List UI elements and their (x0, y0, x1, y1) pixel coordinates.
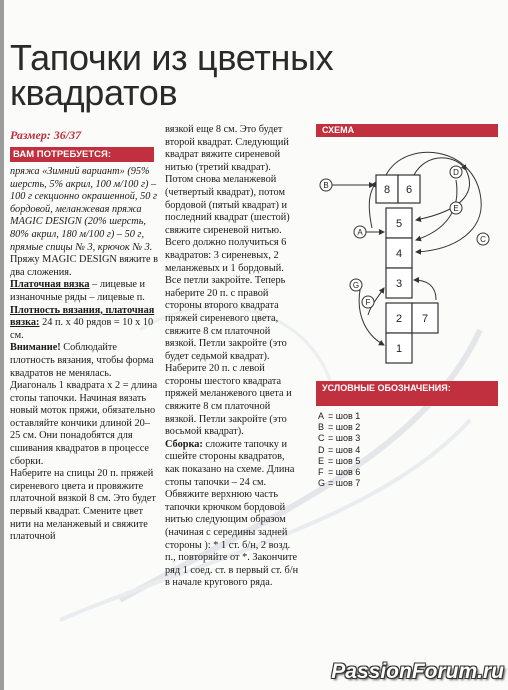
square-label-4: 4 (395, 248, 403, 260)
legend-item (318, 433, 498, 444)
density-text: 24 п. х 40 рядов = 10 х 10 см. (10, 317, 154, 341)
schema-header: СХЕМА (316, 124, 498, 137)
legend-letter: E (318, 455, 325, 466)
legend-letter: D (318, 444, 325, 455)
legend-item (318, 456, 498, 467)
text-column-1 (10, 166, 158, 544)
legend-text: = шов 5 (328, 455, 361, 466)
legend-header: УСЛОВНЫЕ ОБОЗНАЧЕНИЯ: (316, 381, 498, 406)
legend-item (318, 467, 498, 478)
legend-text: = шов 6 (328, 467, 361, 478)
density-paragraph (10, 305, 158, 343)
seam-label-g: G (352, 281, 360, 290)
legend-text: = шов 2 (328, 422, 361, 433)
density-title: Плотность вязания, платочная вязка: (10, 304, 155, 329)
text-column-2 (165, 124, 300, 590)
legend-list (318, 411, 498, 489)
square-label-1: 1 (395, 343, 403, 355)
size-label: Размер: 36/37 (10, 128, 82, 142)
page-title: Тапочки из цветных квадратов (10, 37, 334, 113)
legend-item (318, 445, 498, 456)
square-label-8: 8 (383, 184, 391, 196)
square-label-7: 7 (421, 313, 429, 325)
seam-e (450, 202, 462, 214)
seam-b (320, 179, 332, 191)
attention-paragraph (10, 342, 158, 468)
continuation-paragraph: вязкой еще 8 см. Это будет второй квадрат. Следующий квадрат вяжите сиреневой нитью (третий квадрат). Потом снова меланжевой (четвертый квадрат), потом бордовой (пятый квадрат) и последний квадрат (шестой) свяжите сиреневой нитью. Всего должно получиться 6 квадратов: 3 сиреневых, 2 меланжевых и 1 бордовый. Все петли закройте. Теперь наберите 20 п. с правой стороны второго квадрата пряжей сиреневого цвета, свяжите 8 см платочной вязкой. Петли закройте (это будет седьмой квадрат). Наберите 20 п. с левой стороны шестого квадрата пряжей меланжевого цвета и свяжите 8 см платочной вязкой. Петли закройте (это восьмой квадрат). (165, 124, 292, 438)
legend-text: = шов 7 (328, 478, 361, 489)
materials-text: пряжа «Зимний вариант» (95% шерсть, 5% акрил, 100 м/100 г) – 100 г секционно окрашенной, 50 г бордовой, меланжевая пряжа MAGIC DESIGN (20% шерсть, 80% акрил, 180 м/100 г) – 50 г, прямые спицы № 3, крючок № 3. (10, 166, 157, 253)
yarn-note: Пряжу MAGIC DESIGN вяжите в два сложения. (10, 254, 158, 278)
legend-letter: A (318, 411, 325, 421)
assembly-paragraph (165, 439, 300, 590)
seam-label-d: D (453, 168, 459, 177)
seam-c (477, 233, 489, 245)
seam-a (354, 226, 366, 238)
seam-label-f: F (365, 298, 371, 307)
seam-g (350, 279, 362, 291)
stitch-text: – лицевые и изнаночные ряды – лицевые п. (10, 279, 146, 303)
legend-text: = шов 3 (328, 433, 361, 444)
seam-label-b: B (323, 181, 329, 190)
seam-label-c: C (480, 235, 486, 244)
attention-text: Соблюдайте плотность вязания, чтобы форма квадратов не менялась. Диагональ 1 квадрата х 2 = длина стопы тапочки. Начиная вязать новый моток пряжи, обязательно оставляйте кончики длиной 20–25 см. Они понадобятся для сшивания квадратов в процессе сборки. (10, 342, 158, 467)
seam-d (450, 166, 462, 178)
stitch-title: Платочная вязка (10, 279, 90, 291)
legend-letter: F (318, 467, 324, 478)
legend-text: = шов 1 (328, 411, 361, 421)
stitch-paragraph (10, 279, 158, 304)
start-paragraph: Наберите на спицы 20 п. пряжей сиреневого цвета и провяжите платочной вязкой 8 см. Это будет первый квадрат. Смените цвет нити на меланжевый и свяжите платочной (10, 468, 156, 543)
square-label-5: 5 (395, 218, 403, 230)
site-watermark: PassionForum.ru (331, 660, 504, 683)
attention-title: Внимание! (10, 342, 61, 354)
materials-header: ВАМ ПОТРЕБУЕТСЯ: (10, 147, 154, 162)
square-label-3: 3 (395, 278, 403, 290)
legend-letter: B (318, 422, 325, 433)
legend-letter: G (318, 478, 326, 489)
legend-item (318, 422, 498, 433)
seam-label-e: E (453, 204, 459, 213)
seam-f (362, 296, 374, 308)
page-edge-rule (0, 0, 4, 690)
assembly-diagram (316, 140, 498, 376)
assembly-text: сложите тапочку и сшейте стороны квадратов, как показано на схеме. Длина стопы тапочки – 24 см. Обвяжите верхнюю часть тапочки крючком бордовой нитью следующим образом (начиная с середины задней стороны ): * 1 ст. б/н, 2 возд. п., повторяйте от *. Закончите ряд 1 соед. ст. в первый ст. б/н в начале кругового ряда. (165, 438, 299, 589)
legend-item (318, 478, 498, 489)
assembly-title: Сборка: (165, 438, 203, 450)
legend-letter: C (318, 433, 325, 444)
legend-text: = шов 4 (328, 444, 361, 455)
square-label-6: 6 (405, 184, 413, 196)
legend-item (318, 411, 498, 422)
seam-label-a: A (357, 228, 363, 237)
square-label-2: 2 (395, 313, 403, 325)
